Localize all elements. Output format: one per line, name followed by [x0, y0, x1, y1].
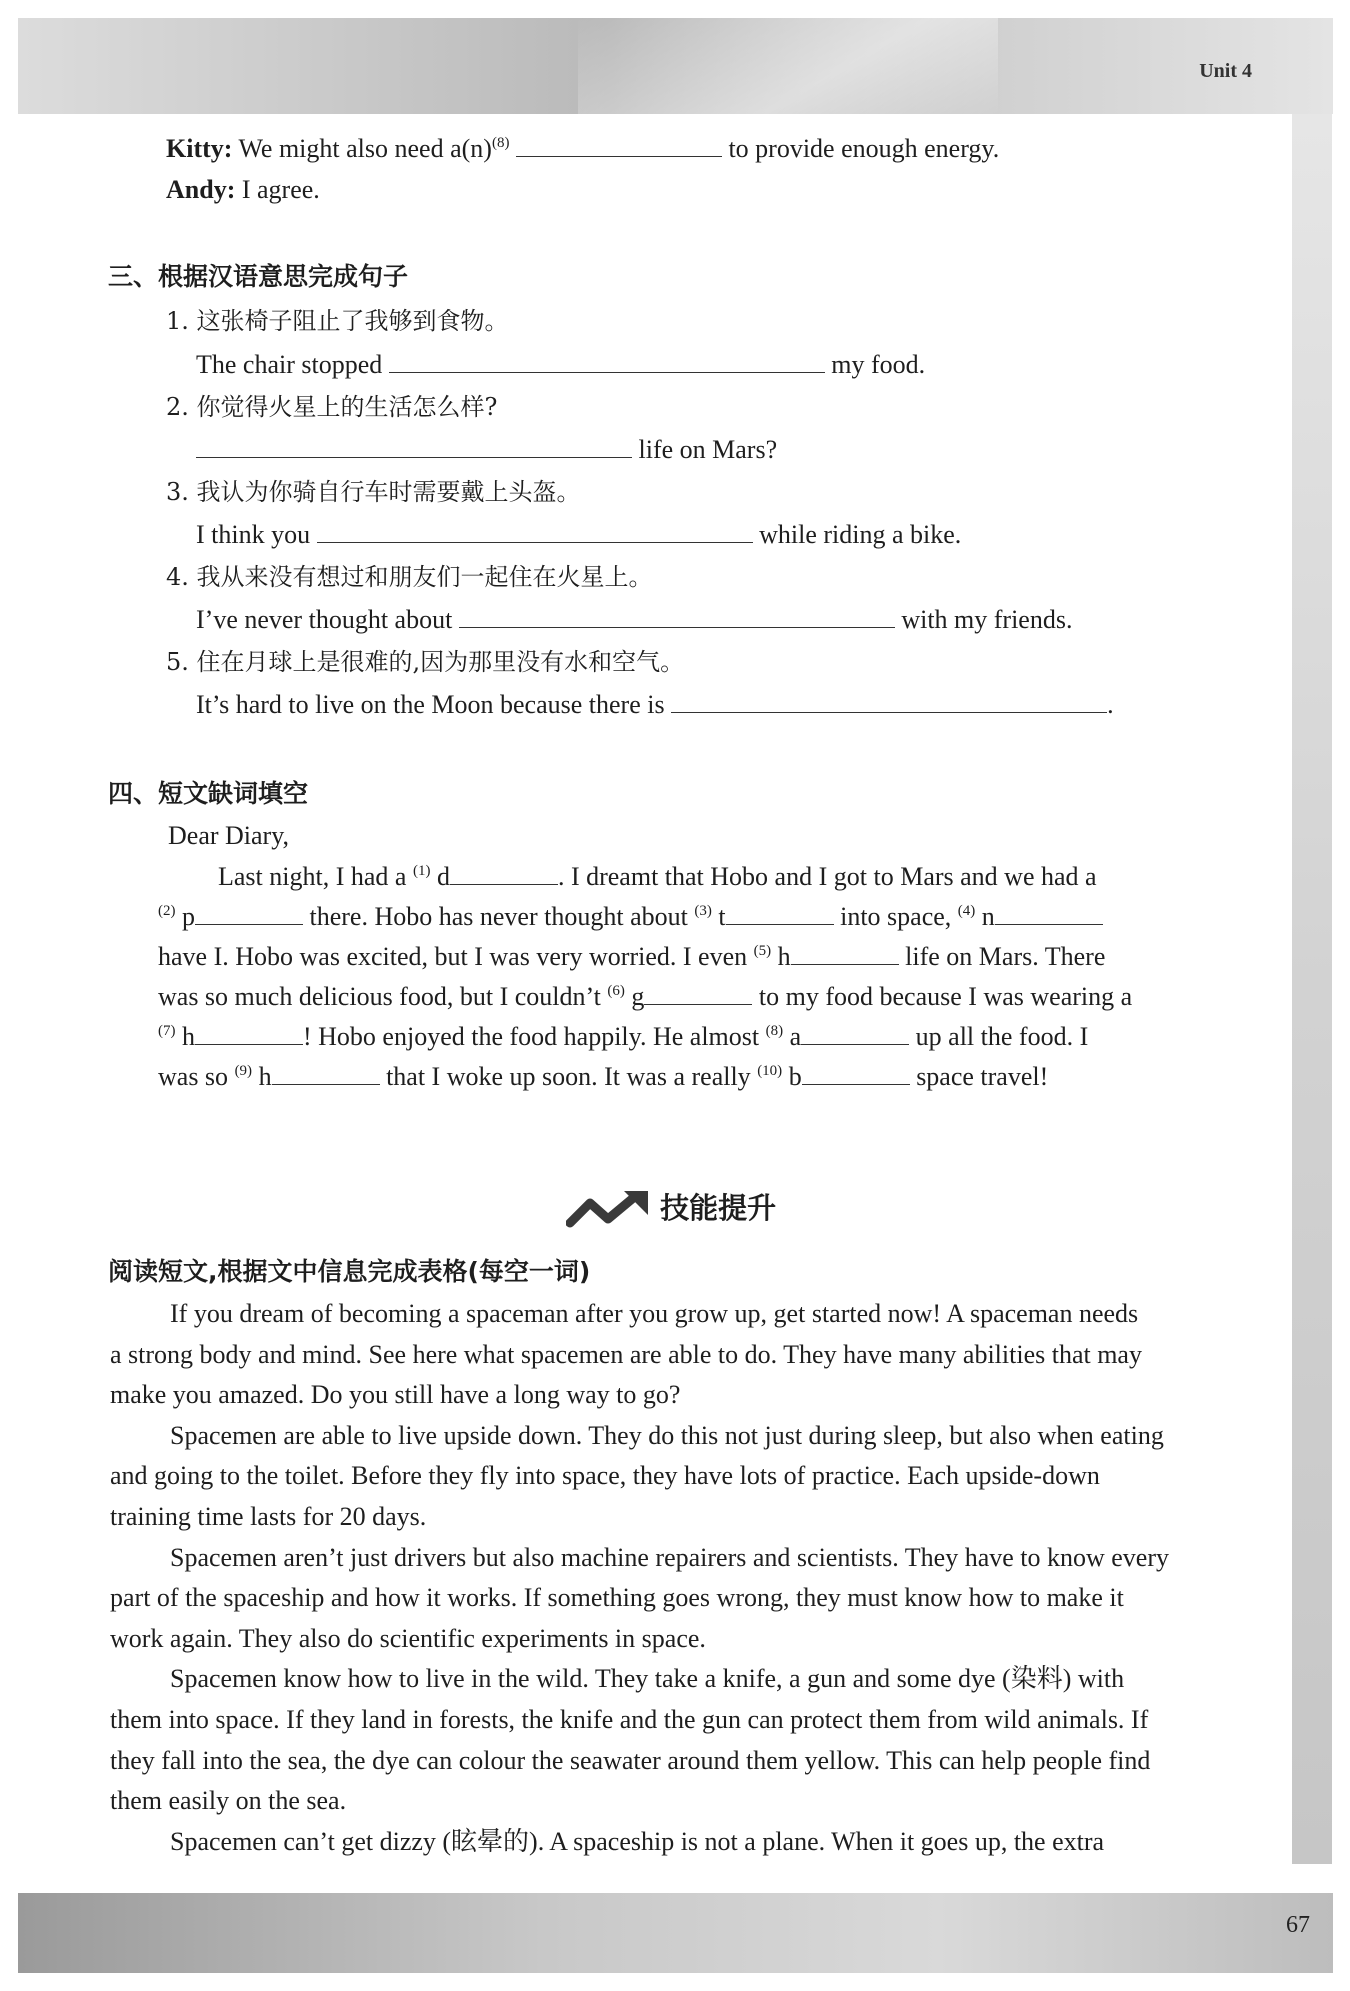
s3-item-5-before: It’s hard to live on the Moon because there is	[196, 690, 665, 719]
dialogue-andy	[166, 174, 320, 206]
diary-text: h	[771, 942, 791, 971]
blank-number: (8)	[765, 1023, 784, 1039]
speaker-andy: Andy:	[166, 175, 236, 204]
blank-number: (9)	[234, 1063, 253, 1079]
reading-line: Spacemen can’t get dizzy (眩晕的). A spaceship is not a plane. When it goes up, the extra	[170, 1826, 1105, 1856]
diary-line	[158, 940, 1105, 973]
reading-line: part of the spaceship and how it works. If something goes wrong, they must know how to make it	[110, 1583, 1124, 1613]
s3-item-3-en	[196, 518, 961, 551]
diary-text: h	[175, 1022, 195, 1051]
diary-text: to my food because I was wearing a	[752, 982, 1133, 1011]
right-margin-band	[1292, 114, 1332, 1864]
reading-line: they fall into the sea, the dye can colour the seawater around them yellow. This can help people find	[110, 1745, 1151, 1775]
reading-line: Spacemen know how to live in the wild. They take a knife, a gun and some dye (染料) with	[170, 1664, 1125, 1694]
s3-item-5-after: .	[1107, 690, 1114, 719]
s3-item-3-before: I think you	[196, 520, 311, 549]
reading-line: them into space. If they land in forests, the knife and the gun can protect them from wild animals. If	[110, 1705, 1149, 1734]
section-4-title: 四、短文缺词填空	[108, 779, 309, 808]
diary-text: b	[782, 1062, 802, 1091]
s3-item-1-blank[interactable]	[389, 348, 825, 373]
diary-text: h	[252, 1062, 272, 1091]
diary-text: g	[624, 982, 645, 1011]
diary-text: was so	[158, 1062, 235, 1091]
andy-text: I agree.	[241, 175, 320, 204]
diary-greeting: Dear Diary,	[168, 821, 290, 850]
s3-item-1-cn: 1. 这张椅子阻止了我够到食物。	[166, 307, 509, 335]
speaker-kitty: Kitty:	[166, 134, 233, 163]
diary-text: n	[975, 902, 995, 931]
s3-item-5-cn: 5. 住在月球上是很难的,因为那里没有水和空气。	[166, 648, 685, 676]
answer-blank[interactable]	[195, 900, 303, 925]
diary-text: a	[783, 1022, 802, 1051]
page-number: 67	[1286, 1912, 1310, 1938]
diary-line	[158, 1060, 1048, 1093]
reading-line: and going to the toilet. Before they fly into space, they have lots of practice. Each upside-down	[110, 1461, 1100, 1491]
s3-item-3-cn: 3. 我认为你骑自行车时需要戴上头盔。	[166, 478, 581, 506]
answer-blank[interactable]	[450, 860, 558, 885]
s3-item-2-en	[196, 433, 777, 466]
diary-text: . I dreamt that Hobo and I got to Mars and we had a	[557, 862, 1097, 891]
diary-text: into space,	[833, 902, 958, 931]
answer-blank[interactable]	[995, 900, 1103, 925]
skill-heading	[566, 1186, 776, 1231]
diary-line	[158, 900, 1103, 933]
s3-item-1-en	[196, 348, 925, 381]
diary-text: ! Hobo enjoyed the food happily. He almost	[303, 1022, 766, 1051]
diary-text: t	[711, 902, 726, 931]
s3-item-2-after: life on Mars?	[638, 435, 778, 464]
s3-item-4-before: I’ve never thought about	[196, 605, 453, 634]
footer-band	[18, 1893, 1333, 1973]
diary-text: Last night, I had a	[218, 862, 413, 891]
s3-item-4-cn: 4. 我从来没有想过和朋友们一起住在火星上。	[166, 563, 653, 591]
section-3-title: 三、根据汉语意思完成句子	[108, 262, 409, 291]
s3-item-3-blank[interactable]	[317, 518, 753, 543]
diary-text: space travel!	[909, 1062, 1049, 1091]
kitty-text-after: to provide enough energy.	[728, 134, 1000, 163]
s3-item-1-before: The chair stopped	[196, 350, 383, 379]
answer-blank[interactable]	[272, 1060, 380, 1085]
s3-item-1-after: my food.	[831, 350, 926, 379]
s3-item-5-blank[interactable]	[671, 688, 1107, 713]
reading-line: training time lasts for 20 days.	[110, 1502, 427, 1531]
answer-blank[interactable]	[802, 1060, 910, 1085]
blank-number: (6)	[607, 983, 625, 999]
diary-text: life on Mars. There	[898, 942, 1106, 971]
kitty-text-before: We might also need a(n)	[238, 134, 492, 163]
blank-number: (3)	[694, 903, 712, 919]
answer-blank[interactable]	[801, 1020, 909, 1045]
unit-label: Unit 4	[1199, 60, 1252, 82]
reading-line: a strong body and mind. See here what spacemen are able to do. They have many abilities that may	[110, 1339, 1142, 1369]
s3-item-3-after: while riding a bike.	[759, 520, 962, 549]
s3-item-4-blank[interactable]	[459, 603, 895, 628]
s3-item-4-en	[196, 603, 1072, 636]
blank-number: (1)	[412, 863, 431, 879]
s3-item-5-en	[196, 688, 1114, 721]
skill-title: 技能提升	[660, 1191, 777, 1225]
blank-number: (8)	[491, 135, 510, 151]
reading-line: Spacemen are able to live upside down. They do this not just during sleep, but also when eating	[170, 1420, 1164, 1450]
diary-line	[158, 980, 1132, 1013]
answer-blank[interactable]	[791, 940, 899, 965]
diary-text: up all the food. I	[909, 1022, 1089, 1051]
reading-line: work again. They also do scientific experiments in space.	[110, 1623, 706, 1653]
s3-item-4-after: with my friends.	[901, 605, 1073, 634]
blank-number: (7)	[158, 1023, 176, 1039]
blank-number: (4)	[957, 903, 976, 919]
answer-blank[interactable]	[195, 1020, 303, 1045]
reading-line: Spacemen aren’t just drivers but also machine repairers and scientists. They have to know every	[170, 1542, 1170, 1572]
diary-text: there. Hobo has never thought about	[303, 902, 695, 931]
answer-blank[interactable]	[726, 900, 834, 925]
reading-line: If you dream of becoming a spaceman after you grow up, get started now! A spaceman needs	[170, 1299, 1139, 1328]
reading-line: make you amazed. Do you still have a long way to go?	[110, 1380, 681, 1410]
s3-item-2-cn: 2. 你觉得火星上的生活怎么样?	[166, 393, 498, 421]
diary-text: have I. Hobo was excited, but I was very worried. I even	[158, 942, 754, 971]
dialogue-kitty	[166, 132, 999, 165]
diary-text: d	[430, 862, 450, 891]
answer-blank-8[interactable]	[516, 132, 722, 157]
diary-line	[218, 860, 1097, 893]
reading-line: them easily on the sea.	[110, 1786, 347, 1816]
diary-text: p	[175, 902, 195, 931]
diary-text: that I woke up soon. It was a really	[379, 1062, 758, 1091]
diary-text: was so much delicious food, but I couldn’t	[158, 982, 608, 1011]
skill-instruction: 阅读短文,根据文中信息完成表格(每空一词)	[108, 1257, 591, 1286]
trend-up-arrow-icon	[566, 1189, 650, 1231]
answer-blank[interactable]	[644, 980, 752, 1005]
s3-item-2-blank[interactable]	[196, 433, 632, 458]
diary-line	[158, 1020, 1088, 1053]
blank-number: (5)	[753, 943, 772, 959]
blank-number: (10)	[757, 1063, 783, 1079]
blank-number: (2)	[158, 903, 176, 919]
